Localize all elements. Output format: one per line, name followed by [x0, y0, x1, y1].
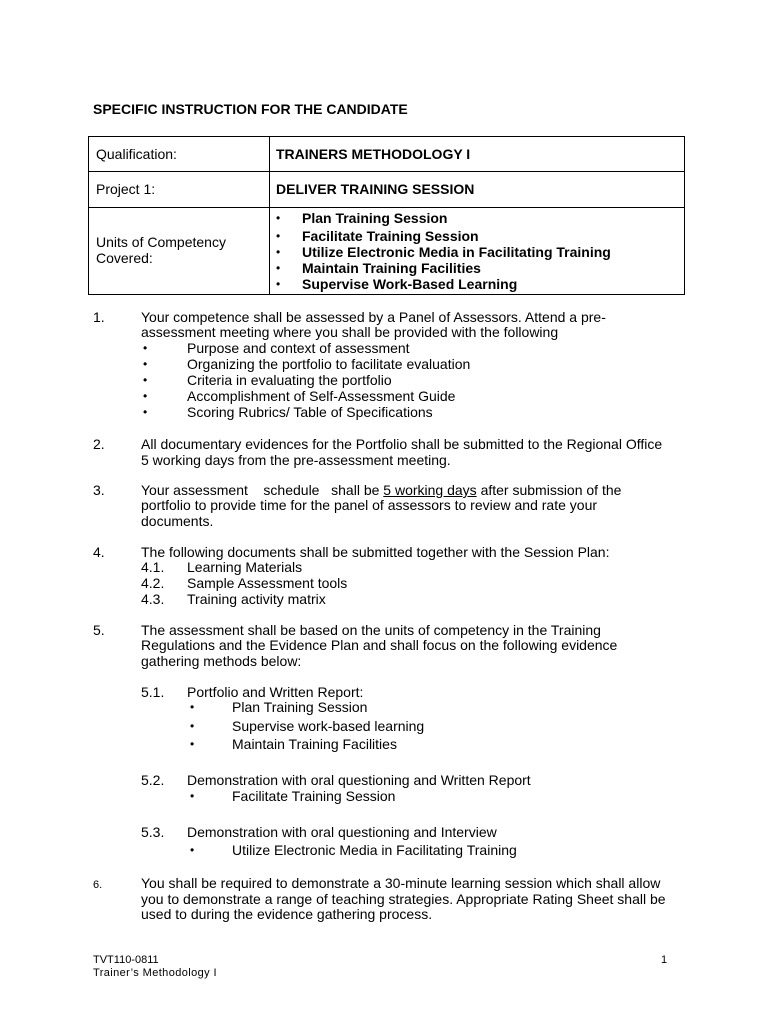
item-number: 3.: [93, 482, 105, 498]
list-item: Purpose and context of assessment: [187, 340, 410, 356]
sub-title: Demonstration with oral questioning and Written Report: [187, 772, 531, 788]
sub-number: 5.3.: [141, 824, 165, 840]
page-number: 1: [661, 954, 668, 966]
item-text: 5 working days from the pre-assessment meeting.: [141, 452, 451, 468]
bullet-icon: •: [276, 277, 281, 291]
item-text: The following documents shall be submitted together with the Session Plan:: [141, 544, 610, 560]
item-text: documents.: [141, 513, 214, 529]
list-item: Utilize Electronic Media in Facilitating Training: [232, 842, 517, 858]
item-text: You shall be required to demonstrate a 30-minute learning session which shall allow: [141, 875, 661, 891]
bullet-icon: •: [276, 245, 281, 259]
unit-item: Supervise Work-Based Learning: [302, 276, 518, 292]
unit-item: Facilitate Training Session: [302, 228, 479, 244]
item-text: All documentary evidences for the Portfolio shall be submitted to the Regional Office: [141, 436, 663, 452]
sub-number: 4.3.: [141, 591, 165, 607]
unit-item: Maintain Training Facilities: [302, 260, 481, 276]
table-row-units: [88, 207, 685, 295]
sub-text: Training activity matrix: [187, 591, 326, 607]
page-heading: SPECIFIC INSTRUCTION FOR THE CANDIDATE: [93, 101, 408, 117]
sub-text: Sample Assessment tools: [187, 575, 348, 591]
list-item: Scoring Rubrics/ Table of Specifications: [187, 404, 433, 420]
footer-code: TVT110-0811: [93, 954, 159, 966]
units-label-line2: Covered:: [96, 250, 153, 266]
bullet-icon: •: [190, 843, 195, 857]
item-number: 4.: [93, 544, 105, 560]
sub-number: 4.2.: [141, 575, 165, 591]
list-item: Organizing the portfolio to facilitate evaluation: [187, 356, 471, 372]
item-number: 6.: [93, 879, 103, 891]
list-item: Maintain Training Facilities: [232, 736, 397, 752]
unit-item: Utilize Electronic Media in Facilitating Training: [302, 244, 611, 260]
item-text: assessment meeting where you shall be provided with the following: [141, 324, 559, 340]
item-text: used to during the evidence gathering process.: [141, 906, 433, 922]
units-label-line1: Units of Competency: [96, 234, 226, 250]
list-item: Accomplishment of Self-Assessment Guide: [187, 388, 456, 404]
list-item: Criteria in evaluating the portfolio: [187, 372, 392, 388]
qualification-value: TRAINERS METHODOLOGY I: [276, 146, 471, 162]
item-number: 5.: [93, 622, 105, 638]
item-number: 2.: [93, 436, 105, 452]
bullet-icon: •: [190, 700, 195, 714]
bullet-icon: •: [143, 389, 148, 403]
bullet-icon: •: [143, 341, 148, 355]
sub-title: Portfolio and Written Report:: [187, 684, 364, 700]
bullet-icon: •: [276, 261, 281, 275]
table-row-qualification: [88, 136, 685, 172]
list-item: Plan Training Session: [232, 699, 368, 715]
bullet-icon: •: [276, 229, 281, 243]
list-item: Supervise work-based learning: [232, 718, 425, 734]
item-text: Your competence shall be assessed by a Panel of Assessors. Attend a pre-: [141, 309, 606, 325]
sub-number: 4.1.: [141, 559, 165, 575]
qualification-label: Qualification:: [96, 146, 177, 162]
item-text: Your assessment schedule shall be 5 working days after submission of the: [141, 482, 622, 498]
project-label: Project 1:: [96, 181, 156, 197]
bullet-icon: •: [190, 789, 195, 803]
item-text: Regulations and the Evidence Plan and shall focus on the following evidence: [141, 637, 618, 653]
underlined-text: 5 working days: [383, 482, 477, 498]
bullet-icon: •: [143, 405, 148, 419]
bullet-icon: •: [190, 737, 195, 751]
sub-text: Learning Materials: [187, 559, 303, 575]
bullet-icon: •: [143, 357, 148, 371]
footer-title: Trainer’s Methodology I: [93, 967, 217, 979]
item-number: 1.: [93, 309, 105, 325]
sub-number: 5.1.: [141, 684, 165, 700]
sub-title: Demonstration with oral questioning and Interview: [187, 824, 497, 840]
item-text: gathering methods below:: [141, 653, 302, 669]
item-text: portfolio to provide time for the panel of assessors to review and rate your: [141, 497, 598, 513]
bullet-icon: •: [276, 211, 281, 225]
item-text: you to demonstrate a range of teaching strategies. Appropriate Rating Sheet shall be: [141, 891, 666, 907]
unit-item: Plan Training Session: [302, 210, 448, 226]
bullet-icon: •: [190, 719, 195, 733]
list-item: Facilitate Training Session: [232, 788, 396, 804]
sub-number: 5.2.: [141, 772, 165, 788]
bullet-icon: •: [143, 373, 148, 387]
table-row-project: [88, 171, 685, 208]
project-value: DELIVER TRAINING SESSION: [276, 181, 475, 197]
item-text: The assessment shall be based on the units of competency in the Training: [141, 622, 601, 638]
